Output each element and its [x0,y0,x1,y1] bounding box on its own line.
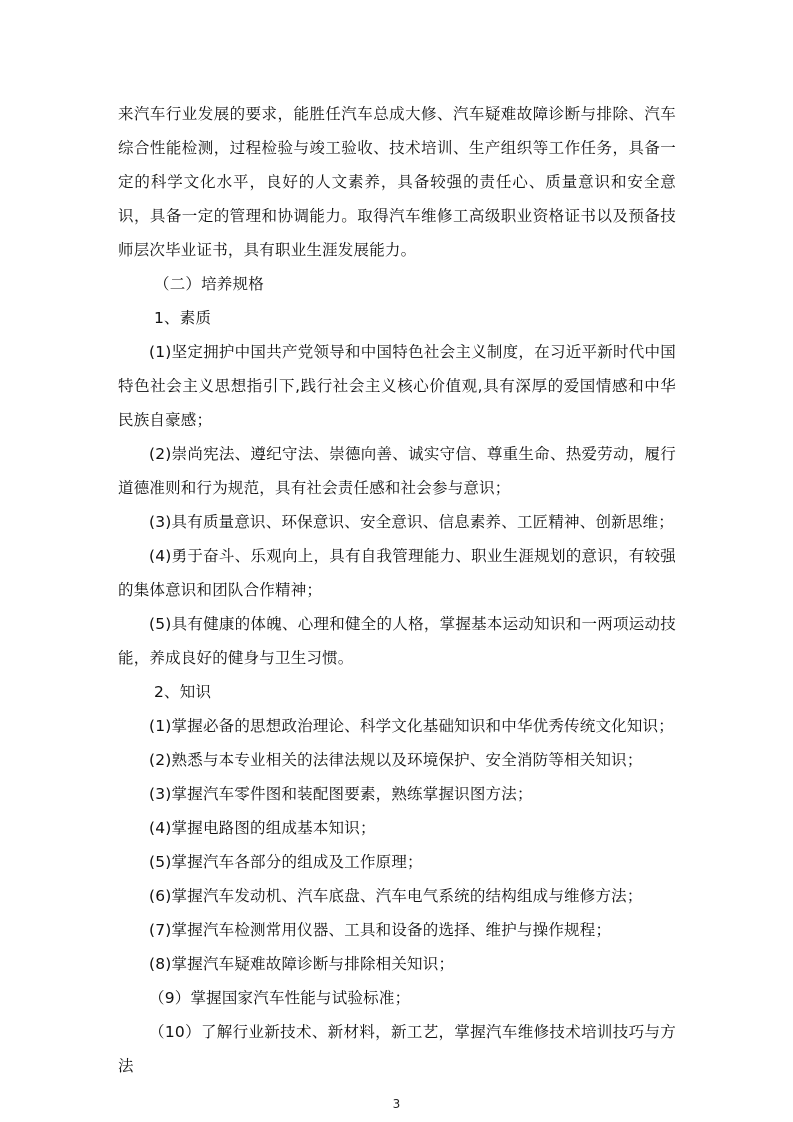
knowledge-item-3: (3)掌握汽车零件图和装配图要素，熟练掌握识图方法； [149,785,533,803]
knowledge-item-8: (8)掌握汽车疑难故障诊断与排除相关知识； [149,955,455,973]
knowledge-item-4: (4)掌握电路图的组成基本知识； [149,819,376,837]
page-number: 3 [392,1097,401,1111]
heading-training-spec: （二）培养规格 [154,275,264,293]
knowledge-item-7: (7)掌握汽车检测常用仪器、工具和设备的选择、维护与操作规程； [149,921,612,939]
heading-quality: 1、素质 [154,309,212,327]
heading-knowledge: 2、知识 [154,683,212,701]
knowledge-item-9: （9）掌握国家汽车性能与试验标准； [149,989,411,1007]
quality-item-3: (3)具有质量意识、环保意识、安全意识、信息素养、工匠精神、创新思维； [149,513,674,531]
knowledge-item-10: （10）了解行业新技术、新材料，新工艺，掌握汽车维修技术培训技巧与方法 [118,1023,676,1075]
quality-item-5: (5)具有健康的体魄、心理和健全的人格，掌握基本运动知识和一两项运动技能，养成良好的健身与卫生习惯。 [118,615,676,667]
quality-item-1: (1)坚定拥护中国共产党领导和中国特色社会主义制度，在习近平新时代中国特色社会主义思想指引下,践行社会主义核心价值观,具有深厚的爱国情感和中华民族自豪感； [118,343,676,429]
body-text [118,97,676,1083]
knowledge-item-2: (2)熟悉与本专业相关的法律法规以及环境保护、安全消防等相关知识； [149,751,643,769]
knowledge-item-5: (5)掌握汽车各部分的组成及工作原理； [149,853,423,871]
paragraph-training-goal: 来汽车行业发展的要求，能胜任汽车总成大修、汽车疑难故障诊断与排除、汽车综合性能检测，过程检验与竣工验收、技术培训、生产组织等工作任务，具备一定的科学文化水平，良好的人文素养，具备较强的责任心、质量意识和安全意识，具备一定的管理和协调能力。取得汽车维修工高级职业资格证书以及预备技师层次毕业证书，具有职业生涯发展能力。 [118,105,676,259]
knowledge-item-6: (6)掌握汽车发动机、汽车底盘、汽车电气系统的结构组成与维修方法； [149,887,643,905]
knowledge-item-1: (1)掌握必备的思想政治理论、科学文化基础知识和中华优秀传统文化知识； [149,717,674,735]
quality-item-2: (2)崇尚宪法、遵纪守法、崇德向善、诚实守信、尊重生命、热爱劳动，履行道德准则和行为规范，具有社会责任感和社会参与意识； [118,445,676,497]
quality-item-4: (4)勇于奋斗、乐观向上，具有自我管理能力、职业生涯规划的意识，有较强的集体意识和团队合作精神； [118,547,676,599]
